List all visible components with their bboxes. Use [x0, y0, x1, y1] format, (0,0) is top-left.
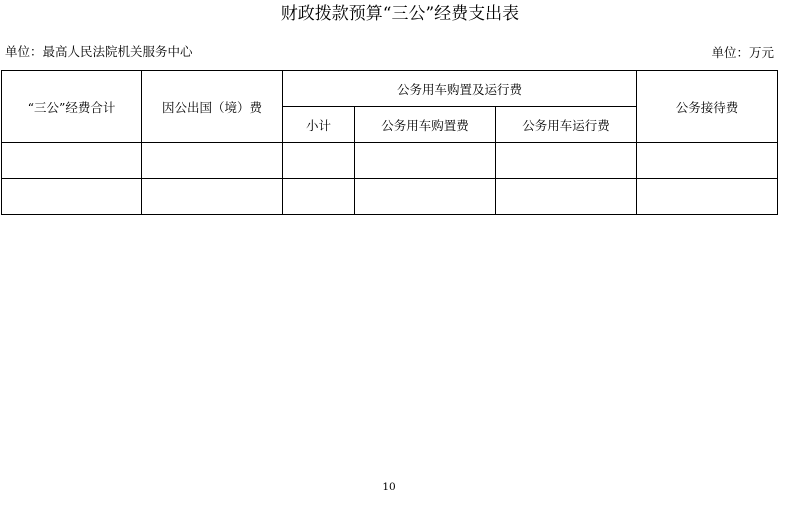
table-row	[2, 179, 778, 215]
header-row-1	[2, 71, 778, 107]
unit-currency-label: 单位：万元	[711, 45, 774, 60]
cell-vehicle-subtotal	[283, 143, 355, 179]
page-title: 财政拨款预算“三公”经费支出表	[280, 4, 520, 24]
table-row	[2, 143, 778, 179]
cell-reception	[637, 143, 778, 179]
header-vehicle-group: 公务用车购置及运行费	[283, 71, 637, 107]
cell-vehicle-operation	[496, 179, 637, 215]
cell-vehicle-operation	[496, 143, 637, 179]
unit-organization-label: 单位：最高人民法院机关服务中心	[5, 44, 193, 59]
cell-vehicle-subtotal	[283, 179, 355, 215]
header-vehicle-subtotal: 小计	[283, 107, 355, 143]
cell-vehicle-purchase	[355, 143, 496, 179]
page-number: 10	[382, 481, 396, 493]
cell-abroad	[142, 143, 283, 179]
header-reception: 公务接待费	[637, 71, 778, 143]
cell-abroad	[142, 179, 283, 215]
cell-total	[2, 179, 142, 215]
cell-reception	[637, 179, 778, 215]
header-abroad: 因公出国（境）费	[142, 71, 283, 143]
header-vehicle-purchase: 公务用车购置费	[355, 107, 496, 143]
header-vehicle-operation: 公务用车运行费	[496, 107, 637, 143]
expense-table	[1, 70, 778, 215]
cell-vehicle-purchase	[355, 179, 496, 215]
header-total: “三公”经费合计	[2, 71, 142, 143]
cell-total	[2, 143, 142, 179]
